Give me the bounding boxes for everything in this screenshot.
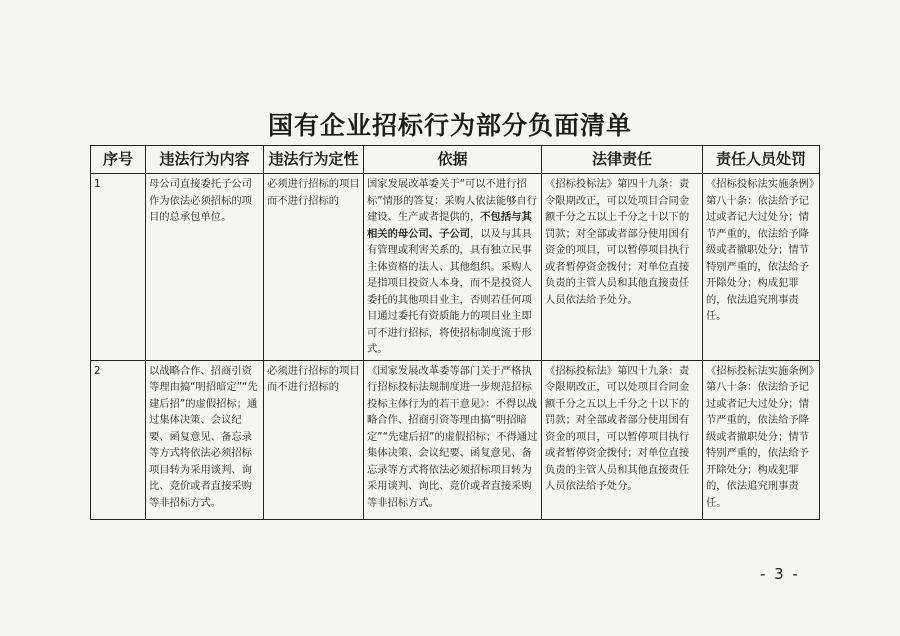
- table-row: [91, 360, 820, 519]
- row-number: 1: [91, 174, 146, 361]
- header-violation-nature: 违法行为定性: [264, 146, 364, 174]
- personnel-penalty: 《招标投标法实施条例》第八十条：依法给予记过或者记大过处分；情节严重的，依法给予降级或者撤职处分；情节特别严重的，依法给予开除处分；构成犯罪的，依法追究刑事责任。: [703, 174, 820, 361]
- legal-liability: 《招标投标法》第四十九条：责令限期改正，可以处项目合同金额千分之五以上千分之十以下的罚款；对全部或者部分使用国有资金的项目，可以暂停项目执行或者暂停资金拨付；对单位直接负责的主管人员和其他直接责任人员依法给予处分。: [542, 174, 703, 361]
- header-number: 序号: [91, 146, 146, 174]
- personnel-penalty: 《招标投标法实施条例》第八十条：依法给予记过或者记大过处分；情节严重的，依法给予降级或者撤职处分；情节特别严重的，依法给予开除处分；构成犯罪的，依法追究刑事责任。: [703, 360, 820, 519]
- legal-liability: 《招标投标法》第四十九条：责令限期改正，可以处项目合同金额千分之五以上千分之十以下的罚款；对全部或者部分使用国有资金的项目，可以暂停项目执行或者暂停资金拨付；对单位直接负责的主管人员和其他直接责任人员依法给予处分。: [542, 360, 703, 519]
- header-personnel-penalty: 责任人员处罚: [703, 146, 820, 174]
- header-basis: 依据: [364, 146, 542, 174]
- page-number: - 3 -: [760, 565, 800, 583]
- table-header-row: [91, 146, 820, 174]
- basis: [364, 174, 542, 361]
- violation-nature: 必须进行招标的项目而不进行招标的: [264, 360, 364, 519]
- header-violation-content: 违法行为内容: [146, 146, 264, 174]
- row-number: 2: [91, 360, 146, 519]
- basis-text: ，以及与其具有管理或利害关系的，具有独立民事主体资格的法人、其他组织。采购人是指项目投资人本身，而不是投资人委托的其他项目业主，否则若任何项目通过委托有资质能力的项目业主即可不进行招标，将使招标制度流于形式。: [367, 227, 532, 355]
- negative-list-table: [90, 145, 820, 520]
- header-legal-liability: 法律责任: [542, 146, 703, 174]
- violation-nature: 必须进行招标的项目而不进行招标的: [264, 174, 364, 361]
- table-row: [91, 174, 820, 361]
- basis-highlight: 不包括与其相关的母公司、子公司: [367, 211, 532, 240]
- basis: 《国家发展改革委等部门关于严格执行招标投标法规制度进一步规范招标投标主体行为的若干意见》：不得以战略合作、招商引资等理由搞“明招暗定”“先建后招”的虚假招标；不得通过集体决策、会议纪要、函复意见、备忘录等方式将依法必须招标项目转为采用谈判、询比、竞价或者直接采购等非招标方式。: [364, 360, 542, 519]
- violation-content: 母公司直接委托子公司作为依法必须招标的项目的总承包单位。: [146, 174, 264, 361]
- basis-text: 国家发展改革委关于“可以不进行招标”情形的答复：采购人依法能够自行建设、生产或者提供的，: [367, 178, 538, 223]
- violation-content: 以战略合作、招商引资等理由搞“明招暗定”“先建后招”的虚假招标；通过集体决策、会议纪要、函复意见、备忘录等方式将依法必须招标项目转为采用谈判、询比、竞价或者直接采购等非招标方式。: [146, 360, 264, 519]
- page-title: 国有企业招标行为部分负面清单: [267, 111, 632, 140]
